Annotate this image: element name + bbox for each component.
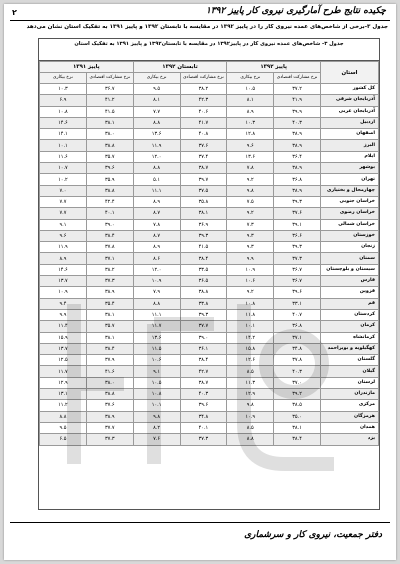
participation-rate-cell: ۳۸.۵ (274, 400, 321, 411)
participation-rate-cell: ۳۷.۰ (274, 377, 321, 388)
unemployment-rate-cell: ۹.۳ (227, 242, 274, 253)
province-cell: ایلام (321, 151, 379, 162)
period-header: پاییز ۱۳۹۱ (40, 62, 134, 73)
participation-rate-cell: ۳۸.۴ (86, 230, 133, 241)
participation-rate-cell: ۳۹.۰ (86, 219, 133, 230)
province-cell: لرستان (321, 377, 379, 388)
unemployment-rate-cell: ۱۰.۸ (40, 106, 87, 117)
unemployment-rate-cell: ۷.۷ (133, 106, 180, 117)
participation-rate-cell: ۴۰.۷ (274, 309, 321, 320)
unemployment-rate-cell: ۸.۸ (133, 163, 180, 174)
participation-rate-cell: ۳۶.۷ (274, 276, 321, 287)
unemployment-rate-cell: ۸.۲ (133, 422, 180, 433)
unemployment-rate-cell: ۹.۲ (227, 174, 274, 185)
participation-rate-cell: ۳۸.۷ (180, 377, 227, 388)
table-row (40, 163, 379, 174)
unemployment-rate-cell: ۸.۹ (133, 196, 180, 207)
table-row (40, 84, 379, 95)
unemployment-rate-cell: ۱۱.۱ (133, 309, 180, 320)
table-row (40, 355, 379, 366)
unemployment-rate-cell: ۱۳.۶ (133, 332, 180, 343)
unemployment-rate-cell: ۹.۶ (227, 140, 274, 151)
province-column-header: استان (321, 62, 379, 84)
participation-rate-cell: ۳۷.۲ (274, 84, 321, 95)
participation-rate-cell: ۳۳.۱ (274, 298, 321, 309)
participation-rate-cell: ۳۸.۰ (86, 129, 133, 140)
participation-rate-cell: ۳۷.۳ (86, 276, 133, 287)
unemployment-rate-cell: ۱۵.۸ (227, 343, 274, 354)
table-row (40, 400, 379, 411)
participation-rate-cell: ۳۸.۹ (274, 185, 321, 196)
unemployment-rate-cell: ۹.۴ (40, 298, 87, 309)
province-cell: کرمان (321, 321, 379, 332)
participation-rate-cell: ۳۶.۱ (180, 343, 227, 354)
unemployment-rate-header: نرخ بیکاری (227, 73, 274, 84)
unemployment-rate-cell: ۹.۹ (40, 309, 87, 320)
unemployment-rate-cell: ۹.۸ (227, 400, 274, 411)
province-cell: سمنان (321, 253, 379, 264)
participation-rate-cell: ۴۰.۳ (274, 366, 321, 377)
participation-rate-cell: ۳۸.۹ (274, 140, 321, 151)
participation-rate-cell: ۳۷.۳ (86, 434, 133, 445)
province-cell: اصفهان (321, 129, 379, 140)
participation-rate-cell: ۳۹.۱ (274, 219, 321, 230)
participation-rate-cell: ۳۷.۴ (180, 151, 227, 162)
unemployment-rate-cell: ۷.۸ (133, 219, 180, 230)
participation-rate-cell: ۴۰.۱ (180, 422, 227, 433)
page-footer (4, 516, 396, 560)
data-table-frame (38, 38, 380, 510)
table-title (39, 39, 379, 61)
unemployment-rate-cell: ۱۲.۵ (40, 355, 87, 366)
participation-rate-cell: ۳۸.۱ (86, 309, 133, 320)
unemployment-rate-cell: ۵.۱ (133, 174, 180, 185)
province-cell: خراسان جنوبی (321, 196, 379, 207)
province-cell: گیلان (321, 366, 379, 377)
participation-rate-cell: ۳۸.۴ (180, 253, 227, 264)
participation-rate-cell: ۳۶.۶ (274, 230, 321, 241)
unemployment-rate-cell: ۱۲.۹ (227, 389, 274, 400)
unemployment-rate-cell: ۱۰.۹ (227, 411, 274, 422)
unemployment-rate-cell: ۱۱.۸ (227, 309, 274, 320)
unemployment-rate-cell: ۱۱.۹ (133, 140, 180, 151)
participation-rate-cell: ۴۰.۶ (180, 106, 227, 117)
unemployment-rate-cell: ۱۰.۳ (40, 84, 87, 95)
table-row (40, 185, 379, 196)
participation-rate-cell: ۳۸.۹ (274, 129, 321, 140)
unemployment-rate-cell: ۷.۰ (40, 185, 87, 196)
participation-rate-cell: ۳۸.۲ (180, 84, 227, 95)
participation-rate-cell: ۴۰.۳ (274, 117, 321, 128)
unemployment-rate-cell: ۱۰.۶ (133, 355, 180, 366)
participation-rate-cell: ۳۵.۰ (274, 411, 321, 422)
participation-rate-cell: ۳۵.۴ (86, 298, 133, 309)
table-row (40, 411, 379, 422)
unemployment-rate-cell: ۷.۶ (133, 434, 180, 445)
unemployment-rate-cell: ۶.۹ (40, 95, 87, 106)
participation-rate-cell: ۳۸.۴ (274, 434, 321, 445)
participation-rate-cell: ۴۱.۷ (180, 117, 227, 128)
province-cell: سیستان و بلوچستان (321, 264, 379, 275)
participation-rate-cell: ۳۸.۱ (86, 332, 133, 343)
unemployment-rate-cell: ۸.۱ (133, 95, 180, 106)
unemployment-rate-cell: ۱۰.۱ (133, 400, 180, 411)
participation-rate-cell: ۳۸.۲ (86, 264, 133, 275)
unemployment-rate-cell: ۱۳.۱ (40, 389, 87, 400)
table-row (40, 377, 379, 388)
province-cell: چهارمحال و بختیاری (321, 185, 379, 196)
participation-rate-cell: ۳۶.۷ (274, 264, 321, 275)
participation-rate-cell: ۳۹.۹ (274, 106, 321, 117)
participation-rate-cell: ۳۹.۷ (180, 174, 227, 185)
table-row (40, 219, 379, 230)
footer-divider (10, 522, 390, 523)
participation-rate-cell: ۳۷.۷ (86, 422, 133, 433)
province-cell: تهران (321, 174, 379, 185)
participation-rate-cell: ۳۸.۸ (86, 389, 133, 400)
province-cell: مازندران (321, 389, 379, 400)
participation-rate-cell: ۳۵.۷ (86, 151, 133, 162)
unemployment-rate-cell: ۱۰.۲ (40, 174, 87, 185)
participation-rate-cell: ۴۱.۵ (180, 242, 227, 253)
participation-rate-cell: ۴۲.۳ (180, 95, 227, 106)
unemployment-rate-cell: ۹.۲ (227, 208, 274, 219)
unemployment-rate-cell: ۷.۹ (133, 287, 180, 298)
participation-rate-cell: ۳۷.۶ (274, 208, 321, 219)
participation-rate-cell: ۳۹.۶ (180, 400, 227, 411)
province-cell: گلستان (321, 355, 379, 366)
participation-rate-cell: ۳۸.۰ (86, 377, 133, 388)
participation-rate-cell: ۳۳.۵ (180, 264, 227, 275)
unemployment-rate-cell: ۸.۹ (40, 253, 87, 264)
table-row (40, 343, 379, 354)
participation-rate-cell: ۳۷.۳ (274, 253, 321, 264)
unemployment-rate-cell: ۱۰.۱ (227, 321, 274, 332)
unemployment-rate-cell: ۹.۱ (40, 219, 87, 230)
page-number: ۲ (12, 8, 17, 17)
province-cell: کرمانشاه (321, 332, 379, 343)
unemployment-rate-cell: ۱۱.۶ (40, 151, 87, 162)
participation-rate-cell: ۳۹.۲ (274, 389, 321, 400)
table-row (40, 230, 379, 241)
table-row (40, 242, 379, 253)
unemployment-rate-cell: ۸.۸ (40, 411, 87, 422)
province-cell: زنجان (321, 242, 379, 253)
unemployment-rate-cell: ۱۰.۸ (227, 298, 274, 309)
unemployment-rate-cell: ۸.۸ (133, 298, 180, 309)
participation-rate-header: نرخ مشارکت اقتصادی (274, 73, 321, 84)
table-row (40, 321, 379, 332)
unemployment-rate-cell: ۱۰.۱ (40, 140, 87, 151)
table-caption: جدول ۳-برخی از شاخص‌های عمده نیروی کار را در پاییز ۱۳۹۲ در مقایسه با تابستان ۱۳۹۲ و پاییز ۱۳۹۱ به تفکیک استان نشان می‌دهد (26, 24, 388, 30)
participation-rate-cell: ۳۶.۴ (274, 151, 321, 162)
unemployment-rate-cell: ۱۱.۷ (40, 366, 87, 377)
participation-rate-cell: ۳۸.۴ (86, 343, 133, 354)
participation-rate-cell: ۴۰.۳ (180, 389, 227, 400)
participation-rate-cell: ۳۷.۱ (274, 332, 321, 343)
participation-rate-cell: ۴۲.۴ (86, 196, 133, 207)
participation-rate-cell: ۳۴.۸ (274, 343, 321, 354)
unemployment-rate-cell: ۱۱.۱ (133, 185, 180, 196)
unemployment-rate-cell: ۱۳.۶ (133, 129, 180, 140)
province-cell: قم (321, 298, 379, 309)
unemployment-rate-cell: ۱۰.۵ (227, 84, 274, 95)
table-row (40, 298, 379, 309)
unemployment-rate-cell: ۷.۷ (40, 208, 87, 219)
province-cell: یزد (321, 434, 379, 445)
unemployment-rate-cell: ۹.۵ (40, 422, 87, 433)
unemployment-rate-cell: ۱۵.۹ (40, 332, 87, 343)
unemployment-rate-header: نرخ بیکاری (40, 73, 87, 84)
province-cell: آذربایجان شرقی (321, 95, 379, 106)
unemployment-rate-cell: ۸.۷ (133, 230, 180, 241)
table-row (40, 140, 379, 151)
participation-rate-cell: ۳۸.۹ (274, 163, 321, 174)
unemployment-rate-cell: ۹.۶ (40, 230, 87, 241)
participation-rate-cell: ۳۹.۰ (180, 332, 227, 343)
table-row (40, 366, 379, 377)
participation-rate-cell: ۳۴.۸ (180, 411, 227, 422)
province-cell: خراسان شمالی (321, 219, 379, 230)
unemployment-rate-cell: ۱۱.۴ (40, 321, 87, 332)
participation-rate-cell: ۳۶.۷ (86, 84, 133, 95)
province-cell: خوزستان (321, 230, 379, 241)
unemployment-rate-cell: ۱۲.۹ (40, 377, 87, 388)
participation-rate-cell: ۳۶.۸ (274, 321, 321, 332)
participation-rate-cell: ۳۸.۷ (180, 163, 227, 174)
unemployment-rate-cell: ۹.۱ (133, 366, 180, 377)
table-row (40, 264, 379, 275)
province-cell: اردبیل (321, 117, 379, 128)
participation-rate-cell: ۳۸.۹ (86, 287, 133, 298)
unemployment-rate-cell: ۱۰.۳ (227, 117, 274, 128)
unemployment-rate-cell: ۸.۵ (227, 366, 274, 377)
unemployment-rate-cell: ۱۱.۳ (227, 377, 274, 388)
participation-rate-cell: ۳۷.۶ (86, 400, 133, 411)
participation-rate-cell: ۳۵.۷ (86, 321, 133, 332)
participation-rate-cell: ۴۱.۲ (86, 95, 133, 106)
province-cell: کردستان (321, 309, 379, 320)
participation-rate-cell: ۳۹.۳ (274, 242, 321, 253)
unemployment-rate-cell: ۱۲.۰ (133, 151, 180, 162)
unemployment-rate-cell: ۱۰.۶ (227, 276, 274, 287)
province-cell: کهگیلویه و بویراحمد (321, 343, 379, 354)
unemployment-rate-cell: ۷.۸ (227, 163, 274, 174)
table-header-row (40, 62, 379, 73)
unemployment-rate-cell: ۸.۶ (133, 253, 180, 264)
participation-rate-cell: ۳۹.۳ (180, 309, 227, 320)
participation-rate-cell: ۳۹.۶ (274, 287, 321, 298)
participation-rate-cell: ۳۷.۷ (180, 321, 227, 332)
participation-rate-cell: ۳۳.۸ (180, 298, 227, 309)
province-cell: البرز (321, 140, 379, 151)
period-header: پاییز ۱۳۹۲ (227, 62, 321, 73)
unemployment-rate-cell: ۱۴.۲ (227, 332, 274, 343)
province-cell: مرکزی (321, 400, 379, 411)
province-cell: هرمزگان (321, 411, 379, 422)
unemployment-rate-cell: ۱۴.۱ (40, 129, 87, 140)
unemployment-rate-cell: ۹.۵ (133, 84, 180, 95)
unemployment-rate-cell: ۷.۷ (40, 196, 87, 207)
unemployment-rate-cell: ۱۰.۵ (133, 377, 180, 388)
unemployment-rate-cell: ۱۰.۸ (133, 389, 180, 400)
table-row (40, 422, 379, 433)
participation-rate-cell: ۳۶.۸ (274, 174, 321, 185)
participation-rate-cell: ۴۱.۵ (86, 106, 133, 117)
participation-rate-cell: ۳۷.۶ (180, 140, 227, 151)
unemployment-rate-cell: ۱۳.۷ (40, 276, 87, 287)
unemployment-rate-cell: ۹.۸ (133, 411, 180, 422)
unemployment-rate-cell: ۷.۵ (227, 196, 274, 207)
unemployment-rate-cell: ۱۰.۹ (133, 276, 180, 287)
header-title: چکیده نتایج طرح آمارگیری نیروی کار پاییز ۱۳۹۲ (206, 6, 386, 16)
labour-indicators-table (39, 61, 379, 446)
participation-rate-cell: ۴۰.۸ (180, 129, 227, 140)
unemployment-rate-cell: ۸.۸ (227, 434, 274, 445)
participation-rate-cell: ۳۷.۱ (86, 253, 133, 264)
unemployment-rate-cell: ۱۱.۵ (133, 343, 180, 354)
participation-rate-cell: ۳۵.۹ (86, 174, 133, 185)
province-cell: قزوین (321, 287, 379, 298)
province-cell: کل کشور (321, 84, 379, 95)
header-divider (10, 20, 390, 21)
unemployment-rate-cell: ۱۱.۷ (133, 321, 180, 332)
participation-rate-cell: ۳۸.۴ (180, 355, 227, 366)
province-cell: خراسان رضوی (321, 208, 379, 219)
unemployment-rate-cell: ۸.۹ (227, 106, 274, 117)
participation-rate-cell: ۴۱.۶ (86, 366, 133, 377)
table-row (40, 196, 379, 207)
unemployment-rate-cell: ۱۲.۸ (227, 129, 274, 140)
unemployment-rate-cell: ۱۲.۶ (227, 355, 274, 366)
unemployment-rate-cell: ۱۴.۶ (40, 264, 87, 275)
unemployment-rate-cell: ۸.۷ (133, 208, 180, 219)
participation-rate-cell: ۳۸.۱ (274, 422, 321, 433)
participation-rate-cell: ۳۸.۸ (86, 185, 133, 196)
period-header: تابستان ۱۳۹۲ (133, 62, 227, 73)
unemployment-rate-cell: ۹.۹ (227, 253, 274, 264)
participation-rate-cell: ۳۶.۵ (180, 276, 227, 287)
unemployment-rate-cell: ۶.۵ (40, 434, 87, 445)
table-row (40, 287, 379, 298)
province-cell: همدان (321, 422, 379, 433)
unemployment-rate-cell: ۸.۹ (133, 242, 180, 253)
unemployment-rate-cell: ۹.۸ (227, 185, 274, 196)
unemployment-rate-cell: ۱۱.۲ (40, 400, 87, 411)
table-title-text: جدول ۳- شاخص‌های عمده نیروی کار در پاییز۱۳۹۲ در مقایسه با تابستان۱۳۹۲ و پاییز ۱۳۹۱ به تفکیک استان (74, 41, 344, 47)
table-row (40, 389, 379, 400)
unemployment-rate-cell: ۹.۲ (227, 287, 274, 298)
table-row (40, 117, 379, 128)
participation-rate-cell: ۳۷.۸ (274, 355, 321, 366)
participation-rate-header: نرخ مشارکت اقتصادی (86, 73, 133, 84)
participation-rate-cell: ۴۱.۹ (274, 95, 321, 106)
participation-rate-cell: ۳۸.۸ (180, 287, 227, 298)
unemployment-rate-cell: ۸.۵ (227, 422, 274, 433)
participation-rate-cell: ۳۹.۶ (86, 163, 133, 174)
unemployment-rate-cell: ۱۰.۷ (40, 163, 87, 174)
unemployment-rate-cell: ۱۱.۹ (40, 242, 87, 253)
participation-rate-cell: ۳۷.۸ (86, 242, 133, 253)
unemployment-rate-cell: ۱۳.۷ (40, 343, 87, 354)
table-row (40, 276, 379, 287)
unemployment-rate-cell: ۱۴.۶ (40, 117, 87, 128)
table-row (40, 309, 379, 320)
table-row (40, 208, 379, 219)
page-header (4, 4, 396, 26)
participation-rate-cell: ۴۰.۱ (86, 208, 133, 219)
table-row (40, 151, 379, 162)
unemployment-rate-cell: ۹.۳ (227, 230, 274, 241)
participation-rate-cell: ۳۷.۳ (180, 434, 227, 445)
participation-rate-cell: ۳۵.۸ (180, 196, 227, 207)
participation-rate-cell: ۳۸.۹ (86, 411, 133, 422)
participation-rate-cell: ۳۹.۳ (274, 196, 321, 207)
unemployment-rate-cell: ۱۰.۹ (40, 287, 87, 298)
table-row (40, 434, 379, 445)
participation-rate-cell: ۳۸.۸ (86, 140, 133, 151)
table-row (40, 106, 379, 117)
unemployment-rate-cell: ۱۰.۹ (227, 264, 274, 275)
table-row (40, 129, 379, 140)
table-row (40, 253, 379, 264)
table-body (40, 84, 379, 446)
unemployment-rate-cell: ۱۳.۶ (227, 151, 274, 162)
participation-rate-cell: ۳۷.۹ (86, 355, 133, 366)
unemployment-rate-cell: ۱۲.۰ (133, 264, 180, 275)
participation-rate-cell: ۳۶.۹ (180, 219, 227, 230)
participation-rate-cell: ۴۲.۷ (180, 366, 227, 377)
participation-rate-cell: ۳۸.۱ (180, 208, 227, 219)
unemployment-rate-cell: ۷.۳ (227, 219, 274, 230)
participation-rate-cell: ۳۸.۱ (86, 117, 133, 128)
participation-rate-header: نرخ مشارکت اقتصادی (180, 73, 227, 84)
unemployment-rate-cell: ۸.۸ (133, 117, 180, 128)
participation-rate-cell: ۳۹.۳ (180, 230, 227, 241)
table-row (40, 174, 379, 185)
table-row (40, 332, 379, 343)
unemployment-rate-cell: ۸.۱ (227, 95, 274, 106)
document-page (4, 4, 396, 560)
province-cell: آذربایجان غربی (321, 106, 379, 117)
unemployment-rate-header: نرخ بیکاری (133, 73, 180, 84)
table-row (40, 95, 379, 106)
participation-rate-cell: ۳۷.۵ (180, 185, 227, 196)
footer-text: دفتر جمعیت، نیروی کار و سرشماری (244, 530, 382, 540)
province-cell: فارس (321, 276, 379, 287)
province-cell: بوشهر (321, 163, 379, 174)
